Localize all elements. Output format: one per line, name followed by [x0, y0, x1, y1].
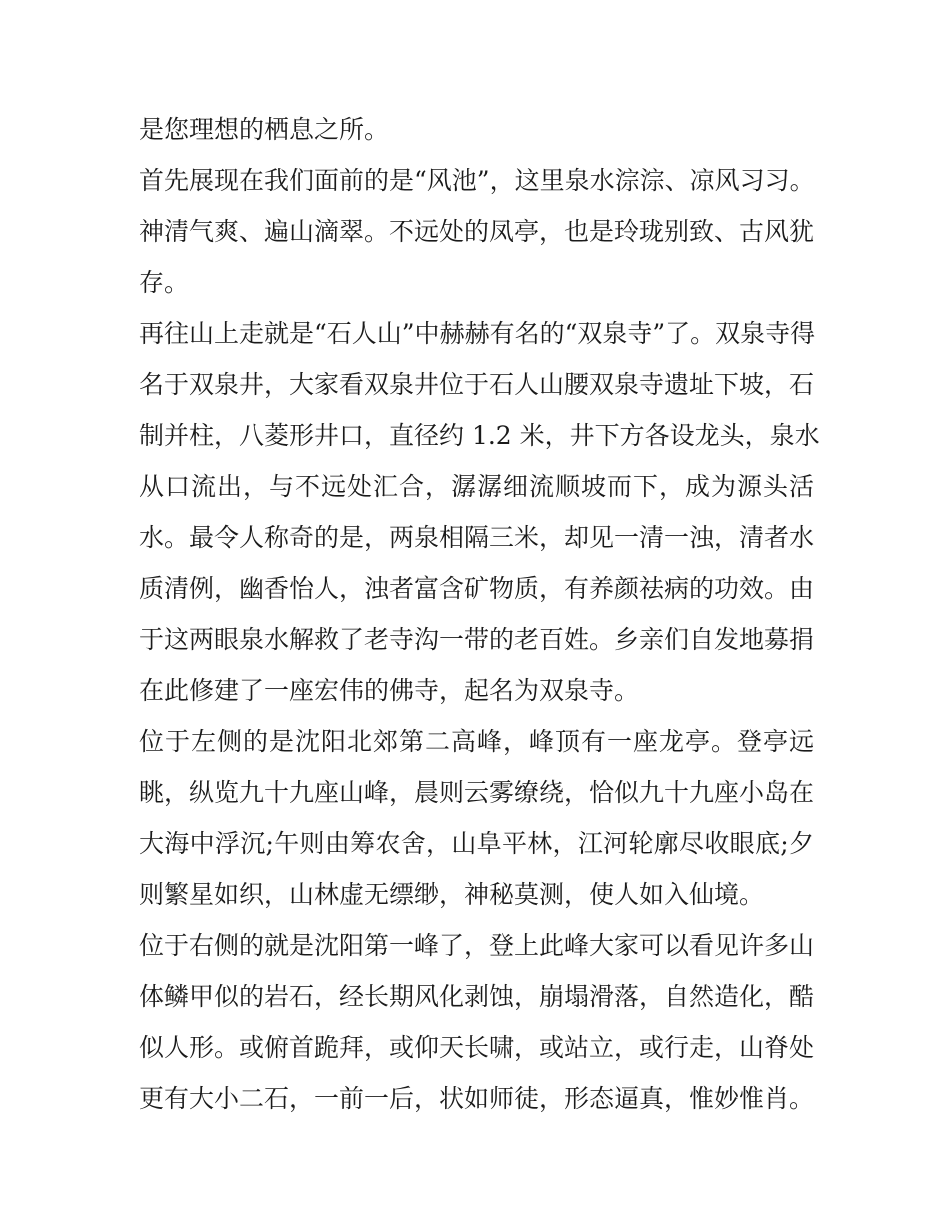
text-line: 体鳞甲似的岩石，经长期风化剥蚀，崩塌滑落，自然造化，酷	[139, 982, 815, 1011]
text-line: 眺，纵览九十九座山峰，晨则云雾缭绕，恰似九十九座小岛在	[139, 778, 815, 807]
text-line: 名于双泉井，大家看双泉井位于石人山腰双泉寺遗址下坡，石	[139, 370, 815, 399]
text-line: 制并柱，八菱形井口，直径约 1.2 米，井下方各设龙头，泉水	[139, 421, 820, 450]
text-line: 神清气爽、遍山滴翠。不远处的凤亭，也是玲珑别致、古风犹	[139, 217, 815, 246]
text-line: 似人形。或俯首跪拜，或仰天长啸，或站立，或行走，山脊处	[139, 1033, 815, 1062]
text-line: 则繁星如织，山林虚无缥缈，神秘莫测，使人如入仙境。	[139, 880, 765, 909]
text-line: 再往山上走就是“石人山”中赫赫有名的“双泉寺”了。双泉寺得	[139, 319, 816, 348]
text-line: 位于右侧的就是沈阳第一峰了，登上此峰大家可以看见许多山	[139, 931, 815, 960]
text-line: 从口流出，与不远处汇合，潺潺细流顺坡而下，成为源头活	[139, 472, 814, 501]
text-line: 存。	[139, 268, 190, 297]
text-line: 是您理想的栖息之所。	[139, 115, 390, 144]
text-line: 于这两眼泉水解救了老寺沟一带的老百姓。乡亲们自发地募捐	[139, 625, 815, 654]
text-line: 水。最令人称奇的是，两泉相隔三米，却见一清一浊，清者水	[139, 523, 815, 552]
text-line: 首先展现在我们面前的是“风池”，这里泉水淙淙、凉风习习。	[139, 166, 815, 195]
document-body	[139, 104, 820, 1124]
text-line: 大海中浮沉;午则由筹农舍，山阜平林，江河轮廓尽收眼底;夕	[139, 829, 814, 858]
text-line: 质清例，幽香怡人，浊者富含矿物质，有养颜祛病的功效。由	[139, 574, 815, 603]
text-line: 位于左侧的是沈阳北郊第二高峰，峰顶有一座龙亭。登亭远	[139, 727, 814, 756]
text-line: 在此修建了一座宏伟的佛寺，起名为双泉寺。	[139, 676, 640, 705]
text-line: 更有大小二石，一前一后，状如师徒，形态逼真，惟妙惟肖。	[139, 1084, 815, 1113]
